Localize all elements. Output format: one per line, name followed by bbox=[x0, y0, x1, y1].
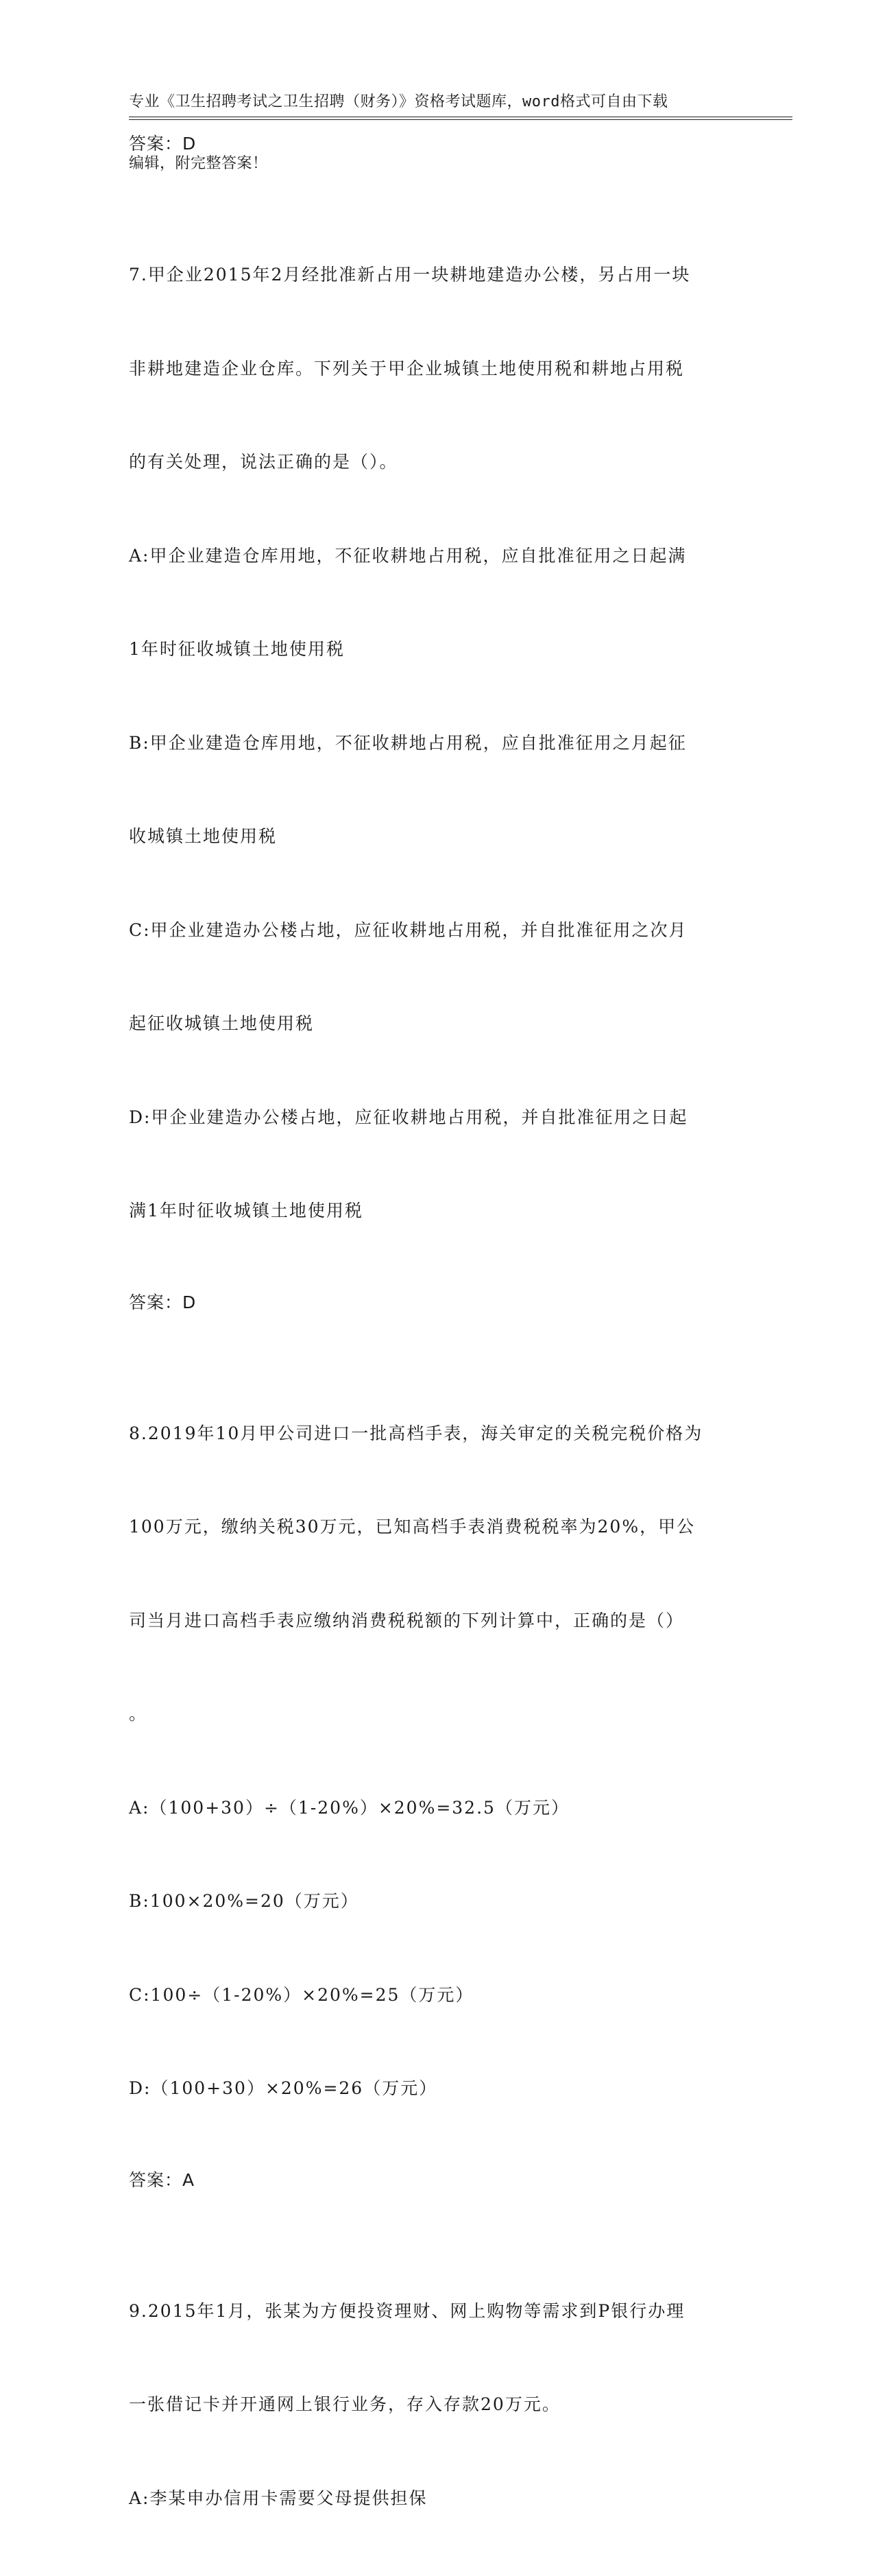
question-7-option-c-cont: 起征收城镇土地使用税 bbox=[129, 1008, 746, 1039]
question-8-line: 8.2019年10月甲公司进口一批高档手表，海关审定的关税完税价格为 bbox=[129, 1418, 746, 1449]
question-8 bbox=[129, 1356, 746, 2167]
answer-8: 答案：A bbox=[129, 2167, 746, 2194]
header-line-2: 编辑，附完整答案！ bbox=[129, 154, 746, 174]
question-7-option-b: B:甲企业建造仓库用地，不征收耕地占用税，应自批准征用之月起征 bbox=[129, 727, 746, 759]
spacer bbox=[129, 2194, 746, 2233]
question-9-line: 9.2015年1月，张某为方便投资理财、网上购物等需求到P银行办理 bbox=[129, 2296, 746, 2327]
question-9-line: 一张借记卡并开通网上银行业务，存入存款20万元。 bbox=[129, 2389, 746, 2420]
answer-6: 答案：D bbox=[129, 130, 746, 158]
question-7-option-c: C:甲企业建造办公楼占地，应征收耕地占用税，并自批准征用之次月 bbox=[129, 915, 746, 946]
question-7-option-d-cont: 满1年时征收城镇土地使用税 bbox=[129, 1195, 746, 1227]
spacer bbox=[129, 158, 746, 197]
question-8-line: 100万元，缴纳关税30万元，已知高档手表消费税税率为20%，甲公 bbox=[129, 1511, 746, 1543]
question-7-option-d: D:甲企业建造办公楼占地，应征收耕地占用税，并自批准征用之日起 bbox=[129, 1102, 746, 1133]
question-7-option-a-cont: 1年时征收城镇土地使用税 bbox=[129, 634, 746, 665]
question-8-option-c: C:100÷（1-20%）×20%=25（万元） bbox=[129, 1979, 746, 2011]
question-7-option-a: A:甲企业建造仓库用地，不征收耕地占用税，应自批准征用之日起满 bbox=[129, 540, 746, 572]
question-8-option-a: A:（100+30）÷（1-20%）×20%=32.5（万元） bbox=[129, 1792, 746, 1824]
answer-7: 答案：D bbox=[129, 1289, 746, 1316]
question-7-line: 非耕地建造企业仓库。下列关于甲企业城镇土地使用税和耕地占用税 bbox=[129, 353, 746, 385]
question-7-line: 7.甲企业2015年2月经批准新占用一块耕地建造办公楼，另占用一块 bbox=[129, 259, 746, 291]
question-8-line: 。 bbox=[129, 1698, 746, 1730]
document-body bbox=[129, 130, 746, 2576]
header-line-1: 专业《卫生招聘考试之卫生招聘（财务）》资格考试题库，word格式可自由下载 bbox=[129, 92, 746, 112]
question-9-option-a: A:李某申办信用卡需要父母提供担保 bbox=[129, 2483, 746, 2514]
question-8-line: 司当月进口高档手表应缴纳消费税税额的下列计算中，正确的是（） bbox=[129, 1605, 746, 1637]
question-8-option-b: B:100×20%=20（万元） bbox=[129, 1886, 746, 1917]
header-divider-bottom bbox=[129, 119, 792, 120]
question-7-option-b-cont: 收城镇土地使用税 bbox=[129, 821, 746, 852]
question-8-option-d: D:（100+30）×20%=26（万元） bbox=[129, 2073, 746, 2104]
spacer bbox=[129, 1316, 746, 1356]
question-7-line: 的有关处理，说法正确的是（）。 bbox=[129, 446, 746, 478]
question-9 bbox=[129, 2233, 746, 2576]
question-7 bbox=[129, 197, 746, 1289]
